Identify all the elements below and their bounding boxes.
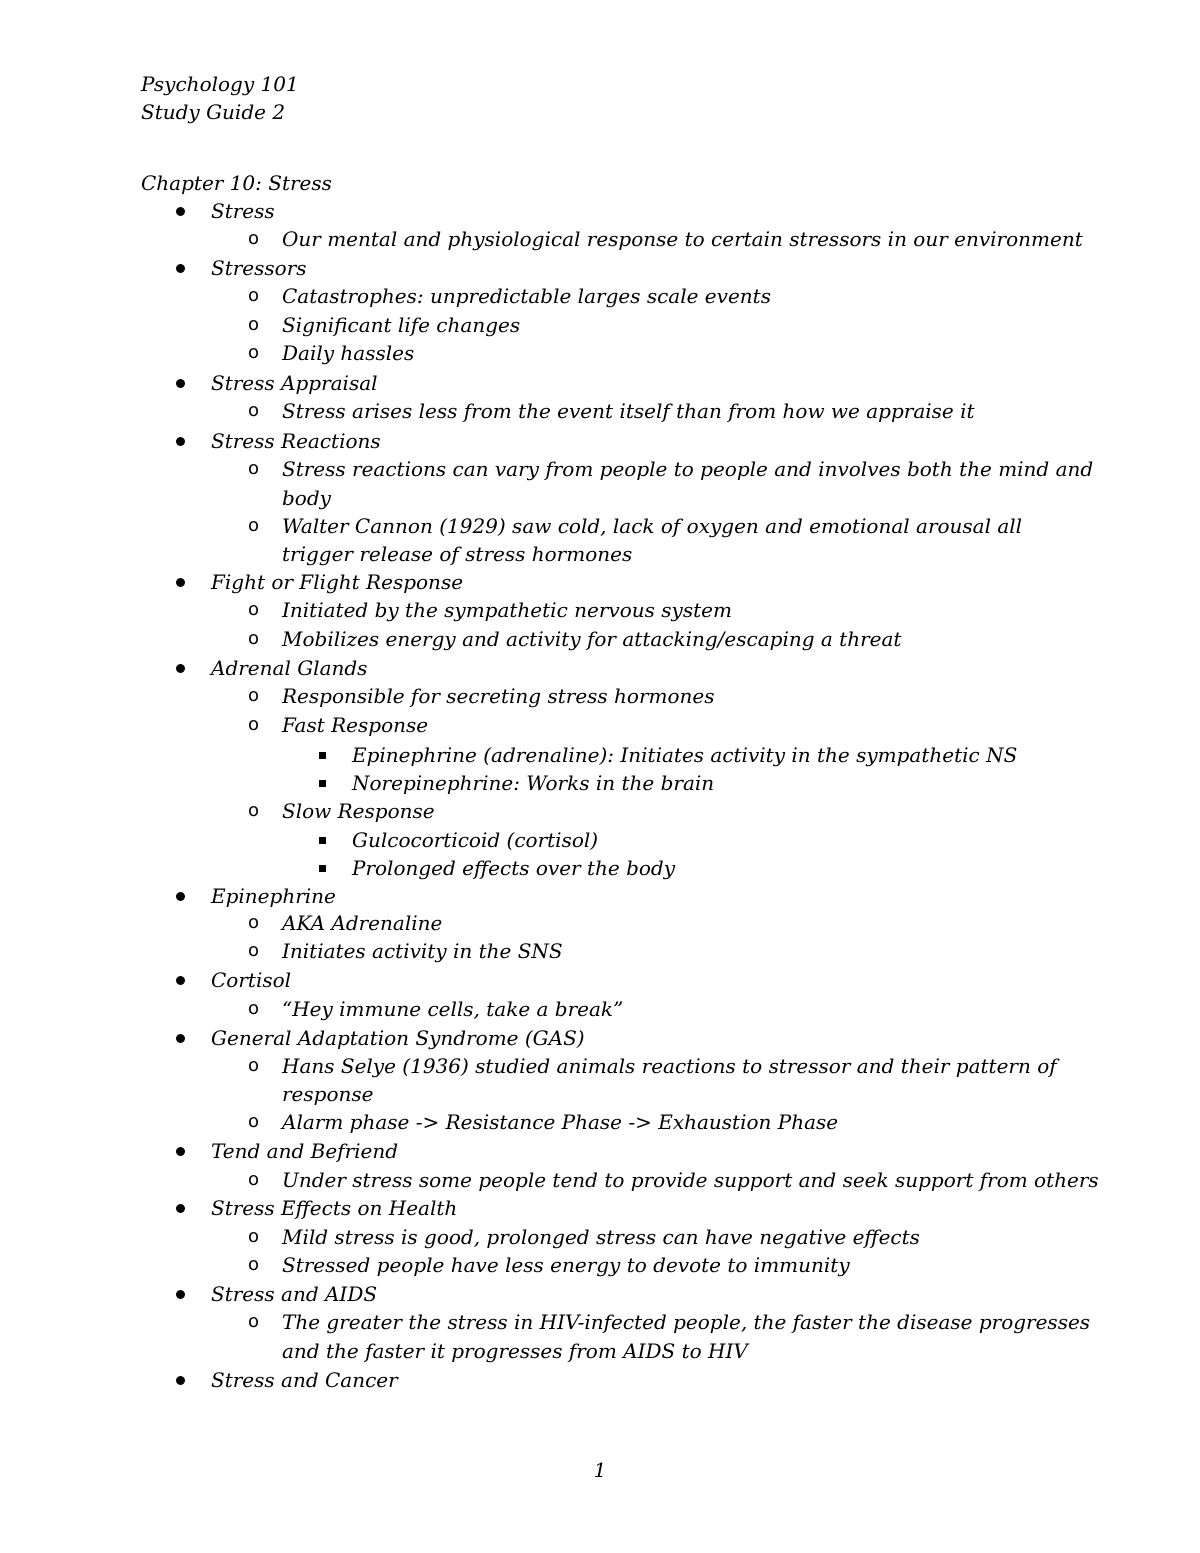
bullet-circle-icon: o [248,228,260,249]
outline-subitem: Initiates activity in the SNS [282,939,563,963]
outline-subitem: Catastrophes: unpredictable larges scale events [282,284,771,308]
outline-subitem: “Hey immune cells, take a break” [282,997,624,1021]
outline-subitem: AKA Adrenaline [282,911,443,935]
outline-subitem: Walter Cannon (1929) saw cold, lack of oxygen and emotional arousal all [282,514,1023,538]
bullet-disc-icon [176,1376,185,1385]
bullet-square-icon [319,865,326,872]
bullet-disc-icon [176,976,185,985]
course-title: Psychology 101 [141,72,299,96]
bullet-circle-icon: o [248,400,260,421]
outline-subitem: Hans Selye (1936) studied animals reactions to stressor and their pattern of [282,1054,1057,1078]
outline-heading: General Adaptation Syndrome (GAS) [211,1026,585,1050]
bullet-circle-icon: o [248,628,260,649]
bullet-square-icon [319,752,326,759]
outline-subsubitem: Epinephrine (adrenaline): Initiates activity in the sympathetic NS [352,743,1018,767]
bullet-circle-icon: o [248,1111,260,1132]
outline-subitem: Stress arises less from the event itself than from how we appraise it [282,399,975,423]
outline-subitem: Mobilizes energy and activity for attacking/escaping a threat [282,627,902,651]
bullet-circle-icon: o [248,998,260,1019]
bullet-disc-icon [176,264,185,273]
outline-heading: Stress Reactions [211,429,381,453]
bullet-circle-icon: o [248,912,260,933]
bullet-disc-icon [176,578,185,587]
bullet-disc-icon [176,892,185,901]
outline-heading: Stress Appraisal [211,371,378,395]
outline-subitem: Mild stress is good, prolonged stress can have negative effects [282,1225,920,1249]
outline-heading: Adrenal Glands [211,656,368,680]
outline-subsubitem: Norepinephrine: Works in the brain [352,771,715,795]
outline-heading: Stressors [211,256,307,280]
bullet-disc-icon [176,664,185,673]
bullet-square-icon [319,780,326,787]
bullet-circle-icon: o [248,458,260,479]
outline-subitem: trigger release of stress hormones [282,542,633,566]
bullet-circle-icon: o [248,1311,260,1332]
bullet-circle-icon: o [248,1226,260,1247]
bullet-circle-icon: o [248,285,260,306]
chapter-title: Chapter 10: Stress [141,171,332,195]
guide-title: Study Guide 2 [141,100,286,124]
bullet-circle-icon: o [248,940,260,961]
outline-heading: Cortisol [211,968,292,992]
outline-subitem: The greater the stress in HIV-infected people, the faster the disease progresses [282,1310,1091,1334]
outline-heading: Stress and AIDS [211,1282,378,1306]
outline-subitem: Fast Response [282,713,429,737]
bullet-circle-icon: o [248,342,260,363]
bullet-disc-icon [176,1147,185,1156]
bullet-circle-icon: o [248,800,260,821]
outline-heading: Stress [211,199,275,223]
bullet-circle-icon: o [248,1055,260,1076]
outline-subitem: Alarm phase -> Resistance Phase -> Exhaustion Phase [282,1110,839,1134]
outline-subitem: Slow Response [282,799,435,823]
bullet-disc-icon [176,1290,185,1299]
bullet-disc-icon [176,379,185,388]
bullet-disc-icon [176,1034,185,1043]
page-number: 1 [593,1458,607,1482]
outline-subitem: Significant life changes [282,313,521,337]
bullet-square-icon [319,837,326,844]
outline-heading: Stress Effects on Health [211,1196,458,1220]
outline-subitem: Stress reactions can vary from people to people and involves both the mind and [282,457,1094,481]
outline-subitem: Under stress some people tend to provide support and seek support from others [282,1168,1099,1192]
outline-subitem: Initiated by the sympathetic nervous system [282,598,732,622]
outline-subitem: and the faster it progresses from AIDS to HIV [282,1339,748,1363]
outline-subitem: response [282,1082,374,1106]
bullet-disc-icon [176,207,185,216]
bullet-circle-icon: o [248,685,260,706]
outline-heading: Tend and Befriend [211,1139,399,1163]
bullet-disc-icon [176,1204,185,1213]
outline-subsubitem: Prolonged effects over the body [352,856,676,880]
bullet-circle-icon: o [248,1254,260,1275]
outline-heading: Epinephrine [211,884,336,908]
outline-subitem: Our mental and physiological response to certain stressors in our environment [282,227,1083,251]
bullet-circle-icon: o [248,714,260,735]
outline-heading: Stress and Cancer [211,1368,398,1392]
bullet-circle-icon: o [248,314,260,335]
outline-heading: Fight or Flight Response [211,570,464,594]
bullet-circle-icon: o [248,515,260,536]
outline-subitem: Responsible for secreting stress hormones [282,684,715,708]
bullet-circle-icon: o [248,1169,260,1190]
outline-subsubitem: Gulcocorticoid (cortisol) [352,828,599,852]
outline-subitem: body [282,486,331,510]
bullet-disc-icon [176,437,185,446]
outline-subitem: Stressed people have less energy to devote to immunity [282,1253,850,1277]
outline-subitem: Daily hassles [282,341,415,365]
bullet-circle-icon: o [248,599,260,620]
